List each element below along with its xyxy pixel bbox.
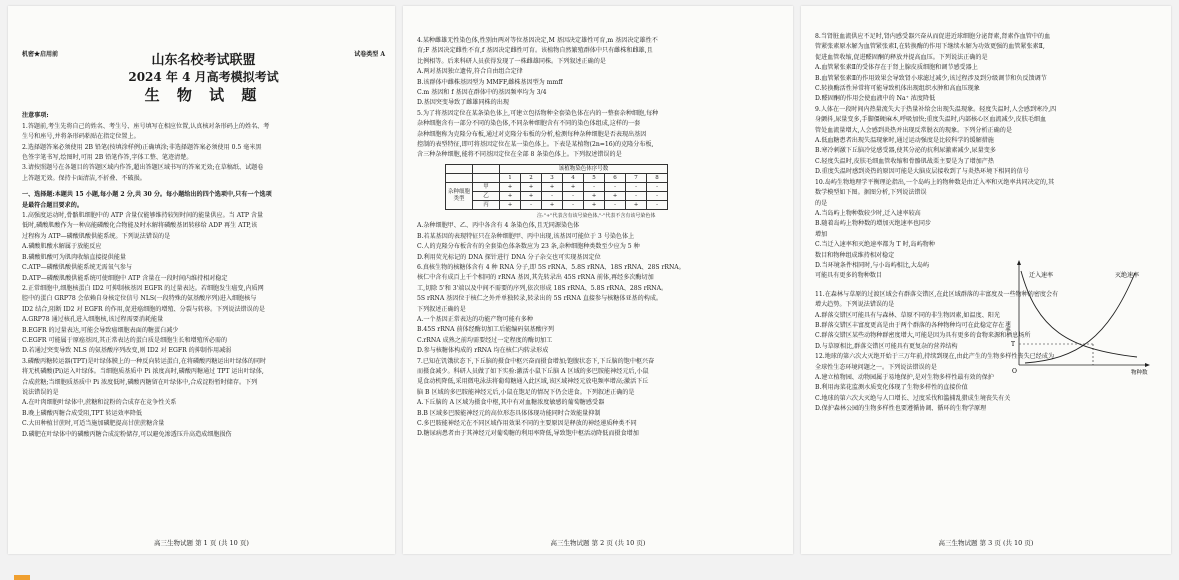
page-1-body — [22, 111, 385, 440]
table-col-header: 4 — [563, 173, 584, 182]
exam-page-1 — [8, 6, 395, 554]
table-col-header: 8 — [647, 173, 668, 182]
text-line: C.地球的第六次大灭绝与人口增长、过度采伐和滥捕乱猎成生境丧失有关 — [815, 394, 1011, 402]
table-cell: - — [626, 182, 647, 191]
text-line: D.保护森林公园的生物多样性也要遵循协调、循环的生物学原理 — [815, 405, 987, 413]
text-line: C.大田种植甘蔗时,可适当施加磷肥提高甘蔗蔗糖含量 — [22, 420, 165, 428]
text-line: 增加 — [815, 230, 828, 238]
table-row-label: 丙 — [473, 200, 500, 209]
text-line: B.随着岛屿上物种数的增加灭绝速率也同步 — [815, 220, 932, 228]
text-line: 1.高强度运动时,骨骼肌细胞中的 ATP 含量仅能够维持较短时间的能量供应。当 ATP 含量 — [22, 212, 264, 220]
text-line: 是最符合题目要求的。 — [22, 201, 83, 209]
table-cell: + — [542, 182, 563, 191]
paper-type-label: 试卷类型 A — [354, 51, 385, 58]
text-line: B.该群体中雌株基因型为 MMFF,雌株基因型为 mmff — [417, 78, 563, 86]
table-col-header: 5 — [584, 173, 605, 182]
text-line: 杂种细胞称为克隆分布板,通过对克隆分布板的分析,检测每种杂种细胞是否表现出基因 — [417, 130, 647, 138]
text-line: 2.正常细胞中,细胞核蛋白 ID2 可抑制核基因 EGFR 的过量表达。若细胞发生癌变,内质网 — [22, 284, 264, 292]
table-cell: + — [521, 191, 542, 200]
text-line: 10.岛屿生物地理学平衡理论指出,一个岛屿上的物种数是由迁入率和灭绝率共同决定的,其 — [815, 178, 1055, 186]
text-line: 觅食动机降低,采用微电泳法将葡萄糖通入此区域,该区域神经元放电频率增高;激活下丘 — [417, 378, 649, 386]
text-line: 5S rRNA 基因位于核仁之外并单独转录,转录出的 5S rRNA 直接参与核糖体亚基的构成。 — [417, 295, 663, 303]
table-cell: - — [605, 182, 626, 191]
text-line: A.群落交错区可能具有与森林、草原不同的非生物因素,如温度、阳光 — [815, 311, 1000, 319]
table-cell: + — [584, 191, 605, 200]
scroll-indicator — [14, 575, 30, 580]
text-line: 4.某种雌雄无性染色体,性别由两对等位基因决定,M 基因决定雄性可育,m 基因决定雄性不 — [417, 37, 658, 44]
exam-page-2 — [403, 6, 793, 554]
text-line: 说法错误的是 — [22, 388, 59, 396]
text-line: 5.为了将基因定位在某条染色体上,可建立包括物种全套染色体在内的一整套杂种细胞,每种 — [417, 109, 659, 117]
text-line: 比例相等。后来科研人员获得发现了一株雌雄同株。下列叙述正确的是 — [417, 57, 606, 65]
text-line: 数学模型如下图。据图分析,下列说法错误 — [815, 189, 927, 197]
text-line: 3.磷酸丙糖转运器(TPT)是叶绿体膜上的一种反向转运蛋白,在将磷酸丙糖运出叶绿体的同时 — [22, 357, 267, 365]
page-2-body-bottom — [417, 221, 783, 440]
text-line: 合成蔗糖;当细胞质基质中 Pi 浓度低时,磷酸丙糖留在叶绿体中,合成淀粉暂时储存。下列 — [22, 378, 258, 386]
table-cell: + — [626, 200, 647, 209]
table-col-header: 2 — [521, 173, 542, 182]
text-line: A.磷酸肌酸水解属于放能反应 — [22, 243, 102, 251]
text-line: 核仁中含有成百上千个相同的 rRNA 基因,其先转录出 45S rRNA 前体,再经多次酶切加 — [417, 274, 654, 282]
table-col-header: 1 — [500, 173, 521, 182]
text-line: 过程称为 ATP—磷酸肌酸供能系统。下列说法错误的是 — [22, 232, 171, 240]
secret-label: 机密★启用前 — [22, 51, 59, 58]
text-line: 身颤抖,尿量变多,手脚僵硬麻木,呼吸加快;重度失温时,内部核心区血流减少,皮肤毛细血 — [815, 116, 1047, 124]
text-line: D.参与核糖体构成的 rRNA 均在核仁内转录形成 — [417, 347, 549, 355]
text-line: C.EGFR 可能属于原癌基因,其正常表达的蛋白质是细胞生长和增殖所必需的 — [22, 336, 228, 344]
text-line: 全球性生态环境问题之一。下列说法错误的是 — [815, 363, 937, 371]
text-line: 控制的表型特征,即可将基因定位在某一染色体上。下表是某植物(2n=16)的克隆分布板, — [417, 141, 654, 149]
text-line: 管紧张素原水解为血管紧张素Ⅰ,在转换酶的作用下继续水解为功效更强的血管紧张素Ⅱ, — [815, 43, 1045, 51]
y-axis-arrow — [1017, 260, 1021, 265]
table-cell: + — [542, 200, 563, 209]
text-line: C.rRNA 成熟之前均需要经过一定程度的酶切加工 — [417, 336, 553, 344]
table-row-label: 乙 — [473, 191, 500, 200]
text-line: 的是 — [815, 199, 828, 207]
text-line: C.当迁入速率和灭绝速率都为 T 时,岛屿物种 — [815, 241, 935, 249]
table-cell: + — [500, 191, 521, 200]
text-line: 一、选择题:本题共 15 小题,每小题 2 分,共 30 分。每小题给出的四个选项中,只有一个选项 — [22, 191, 272, 199]
page-footer: 高三生物试题 第 1 页 (共 10 页) — [154, 538, 249, 547]
t-label: T — [1011, 341, 1016, 348]
text-line: A.下丘脑的 A 区域为摄食中枢,其中有对血糖浓度敏感的葡萄糖感受器 — [417, 399, 605, 407]
text-line: 腔中的蛋白 GRP78 会依赖自身核定位信号 NLS(一段特殊的氨基酸序列)进入细胞核与 — [22, 295, 257, 303]
table-cell: - — [647, 182, 668, 191]
text-line: D.重度失温时感到炎热的原因可能是大脑皮层接收到了与炎热环境下相同的信号 — [815, 168, 1029, 176]
text-line: A.当岛屿上物种数较少时,迁入速率较高 — [815, 209, 921, 217]
text-line: B.利用海菜花监测水质变化体现了生物多样性的直接价值 — [815, 384, 968, 392]
text-line: 注意事项: — [22, 112, 49, 120]
x-axis-label: 物种数 — [1131, 370, 1148, 376]
text-line: 6.真核生物的核糖体含有 4 种 RNA 分子,即 5S rRNA、5.8S rRNA、18S rRNA、28S rRNA。 — [417, 263, 685, 271]
table-row-group: 杂种细胞类型 — [446, 182, 473, 209]
text-line: 工,切除 5'和 3'端以及中间不需要的序列,依次形成 18S rRNA、5.8S rRNA、28S rRNA。 — [417, 284, 668, 292]
text-line: 低时,磷酸肌酸作为一种高能磷酸化合物能及时水解将磷酸基团转移给 ADP 再生 ATP,该 — [22, 222, 258, 230]
text-line: 而摄食减少。科研人员做了如下实验:激活小鼠下丘脑 A 区域的多巴胺能神经元后,小鼠 — [417, 367, 649, 375]
extinction-label: 灭绝速率 — [1115, 272, 1140, 279]
page-2-body-top — [417, 36, 783, 161]
text-line: 1.答题前,考生先将自己的姓名、考生号、座号填写在相应位置,认真核对条形码上的姓名、考 — [22, 122, 270, 130]
text-line: D.醛固酮的作用会使血液中的 Na⁺ 浓度降低 — [815, 95, 936, 103]
text-line: 杂种细胞含有一部分不同的染色体,不同杂种细胞含有不同的染色体组成,这样的一套 — [417, 120, 641, 128]
text-line: ID2 结合,阻断 ID2 对 EGFR 的作用,促进癌细胞的增殖、分裂与转移。下列说法错误的是 — [22, 305, 265, 313]
table-col-header: 6 — [605, 173, 626, 182]
table-cell: + — [521, 182, 542, 191]
island-biogeography-chart — [1004, 259, 1153, 377]
text-line: A.GRP78 通过核孔进入细胞核,该过程需要消耗能量 — [22, 316, 164, 324]
text-line: 8.当肾脏血流供应不足时,肾内感受器兴奋从而促进近球细胞分泌肾素,肾素作血管中的血 — [815, 33, 1051, 40]
page-footer: 高三生物试题 第 3 页 (共 10 页) — [938, 538, 1034, 547]
text-line: 12.地球的第六次大灭绝开始于三万年前,持续到现在,由此产生的生物多样性丧失已经成为 — [815, 353, 1055, 361]
text-line: A.两对基因独立遗传,符合自由组合定律 — [417, 68, 523, 76]
table-col-header: 3 — [542, 173, 563, 182]
table-cell: - — [563, 200, 584, 209]
text-line: A.低血糖患者出现失温现象时,通过运动强度是比较科学的缓解措施 — [815, 137, 994, 145]
table-cell: + — [500, 182, 521, 191]
text-line: A.建立植物园、动物园属于易地保护,是对生物多样性最有效的保护 — [815, 374, 994, 381]
page-3-body-top — [815, 32, 1161, 209]
text-line: C.轻度失温时,皮肤毛细血管收缩和骨骼肌战栗主要是为了增加产热 — [815, 157, 994, 165]
text-line: 生号和座号,并将条形码粘贴在指定位置上。 — [22, 133, 140, 141]
text-line: 管处血流量增大,人会感到炎热并出现反常脱衣的现象。下列分析正确的是 — [815, 126, 1012, 134]
text-line: 11.在森林与草原的过渡区域会有群落交错区,在此区域群落的丰富度及一些物种的密度会有 — [815, 290, 1059, 298]
text-line: 9.人体在一段时间内热量流失大于热量补给会出现失温现象。轻度失温时,人会感到寒冷,四 — [815, 105, 1057, 113]
text-line: C.人的克隆分布板含有的全套染色体条数应为 23 条,杂种细胞种类数至少应为 5 种 — [417, 243, 640, 251]
text-line: 2.选择题答案必须使用 2B 铅笔(按填涂样例)正确填涂;非选择题答案必须使用 0.5 毫米黑 — [22, 143, 262, 151]
text-line: 将无机磷酸(Pi)运入叶绿体。当细胞质基质中 Pi 浓度高时,磷酸丙糖通过 TPT 运出叶绿体, — [22, 368, 264, 376]
table-cell: - — [647, 200, 668, 209]
text-line: C.群落交错区某些动物种群密度增大,可能是因为具有更多的食物来源和栖息场所 — [815, 332, 1031, 340]
text-line: C.多巴胺能神经元在不同区域作用效果不同的主要原因是释放的神经递质种类不同 — [417, 420, 637, 427]
text-line: C.转换酶活性异常将可能导致机体出现组织水肿和高血压现象 — [815, 85, 980, 93]
table-caption: 该植物染色体序号数 — [500, 164, 668, 173]
text-line: A.血管紧张素Ⅱ的受体存在于肾上腺皮质细胞和调节感受器上 — [815, 64, 978, 72]
table-cell: + — [500, 200, 521, 209]
text-line: 育;F 基因决定雌性不育,f 基因决定雌性可育。该植物自然繁殖群体中只有雌株和雌雄,且 — [417, 47, 653, 55]
text-line: A.一个基因正常表达的功能产物可能有多种 — [417, 315, 534, 323]
exam-union-title: 山东名校考试联盟 — [151, 53, 256, 69]
text-line: 可能具有更多的物种数目 — [815, 272, 883, 280]
text-line: 下列叙述正确的是 — [417, 305, 466, 313]
text-line: 增大趋势。下列说法错误的是 — [815, 301, 895, 309]
table-cell: - — [563, 191, 584, 200]
text-line: D.与草原相比,群落交错区可能具有更复杂的营养结构 — [815, 342, 958, 350]
table-cell: + — [584, 200, 605, 209]
table-cell: + — [605, 191, 626, 200]
text-line: D.糖尿病患者由于其神经元对葡萄糖的利用率降低,导致饱中枢活动降低而摄食增加 — [417, 430, 639, 438]
x-axis-arrow — [1145, 363, 1150, 367]
text-line: B.若某基因的表现特征只在杂种细胞甲、丙中出现,该基因可能位于 3 号染色体上 — [417, 232, 635, 240]
text-line: D.磷肥在叶绿体中的磷酸丙糖合成淀粉储存,可以避免渗透压升高造成细胞损伤 — [22, 430, 232, 438]
text-line: 含三种杂种细胞,能将不同基因定位在全部 8 条染色体上。下列叙述错误的是 — [417, 151, 622, 159]
text-line: A.杂种细胞甲、乙、丙中各含有 4 条染色体,且无同源染色体 — [417, 222, 580, 230]
text-line: B.磷酸肌酸可为肌肉收缩直接提供能量 — [22, 253, 126, 261]
text-line: B.EGFR 的过量表达,可能会导致癌细胞表面的糖蛋白减少 — [22, 326, 179, 334]
exam-date-title: 2024 年 4 月高考模拟考试 — [128, 70, 279, 85]
text-line: 数目和物种组成维持相对稳定 — [815, 251, 895, 259]
table-note: 注:"+"代表含有该号染色体,"-"代表不含有该号染色体 — [537, 212, 656, 219]
text-line: 色签字笔书写,绘图时,可用 2B 铅笔作答,字体工整、笔迹清楚。 — [22, 154, 193, 162]
table-cell: - — [542, 191, 563, 200]
table-row-label: 甲 — [473, 182, 500, 191]
text-line: B.寒冷刺激下丘脑冷觉感受器,使其分泌的抗利尿激素减少,尿量变多 — [815, 147, 996, 155]
table-cell: - — [626, 191, 647, 200]
clone-panel-table — [445, 164, 668, 210]
table-cell: - — [605, 200, 626, 209]
text-line: B.45S rRNA 前体经酶切加工后能编码氨基酸序列 — [417, 326, 554, 334]
text-line: B.晚上磷酸丙糖合成受阻,TPT 转运效率降低 — [22, 409, 143, 417]
text-line: 促进血管收缩,促进醛固酮的释放并提高血压。下列说法正确的是 — [815, 53, 988, 61]
text-line: D.利用荧光标记的 DNA 探针进行 DNA 分子杂交也可实现基因定位 — [417, 253, 601, 261]
table-col-header: 7 — [626, 173, 647, 182]
text-line: D.当环境条件相同时,与小岛屿相比,大岛屿 — [815, 261, 930, 269]
exam-page-3 — [801, 6, 1171, 554]
text-line: A.在叶肉细胞叶绿体中,蔗糖和淀粉的合成存在竞争性关系 — [22, 399, 177, 407]
question-10-options — [815, 209, 1011, 282]
text-line: C.m 基因和 f 基因在群体中的基因频率均为 3/4 — [417, 89, 547, 97]
text-line: D.ATP—磷酸肌酸供能系统可使细胞中 ATP 含量在一段时间内维持相对稳定 — [22, 274, 228, 282]
text-line: B.B 区域多巴胺能神经元的高位形态具体体现功能同时合效能量抑制 — [417, 409, 601, 417]
text-line: D.若通过突变导致 NLS 的氨基酸序列改变,则 ID2 对 EGFR 的抑制作用减弱 — [22, 347, 232, 355]
text-line: B.血管紧张素Ⅱ的作用效果会导致肾小球滤过减少,该过程涉及到分级调节和负反馈调节 — [815, 74, 1047, 82]
text-line: D.基因突变导致了雌雄同株的出现 — [417, 99, 509, 107]
y-axis-label: 速率 — [1004, 321, 1010, 332]
page-footer: 高三生物试题 第 2 页 (共 10 页) — [550, 538, 646, 547]
text-line: 上答题无效。保持卡面清洁,不折叠、不破损。 — [22, 174, 146, 182]
immigration-label: 迁入速率 — [1029, 272, 1054, 279]
table-cell: + — [563, 182, 584, 191]
text-line: 脑 B 区域的多巴胺能神经元后,小鼠在饱足的情况下仍会进食。下列叙述正确的是 — [417, 388, 635, 396]
extinction-curve — [1025, 273, 1135, 363]
origin-label: O — [1012, 368, 1017, 375]
table-cell: - — [647, 191, 668, 200]
text-line: 3.请按照题号在各题目的答题区域内作答,超出答题区域书写的答案无效;在草稿纸、试题卷 — [22, 164, 264, 172]
text-line: C.ATP—磷酸肌酸供能系统无需氧气参与 — [22, 264, 133, 272]
table-cell: - — [584, 182, 605, 191]
text-line: 7.已知在饥饿状态下,下丘脑的摄食中枢兴奋而摄食增加;饱腹状态下,下丘脑的饱中枢兴奋 — [417, 357, 655, 365]
table-cell: - — [521, 200, 542, 209]
text-line: B.群落交错区丰富度更高是由于两个群落的各种物种均可在此稳定存在 — [815, 321, 1005, 329]
subject-title: 生 物 试 题 — [144, 86, 263, 105]
